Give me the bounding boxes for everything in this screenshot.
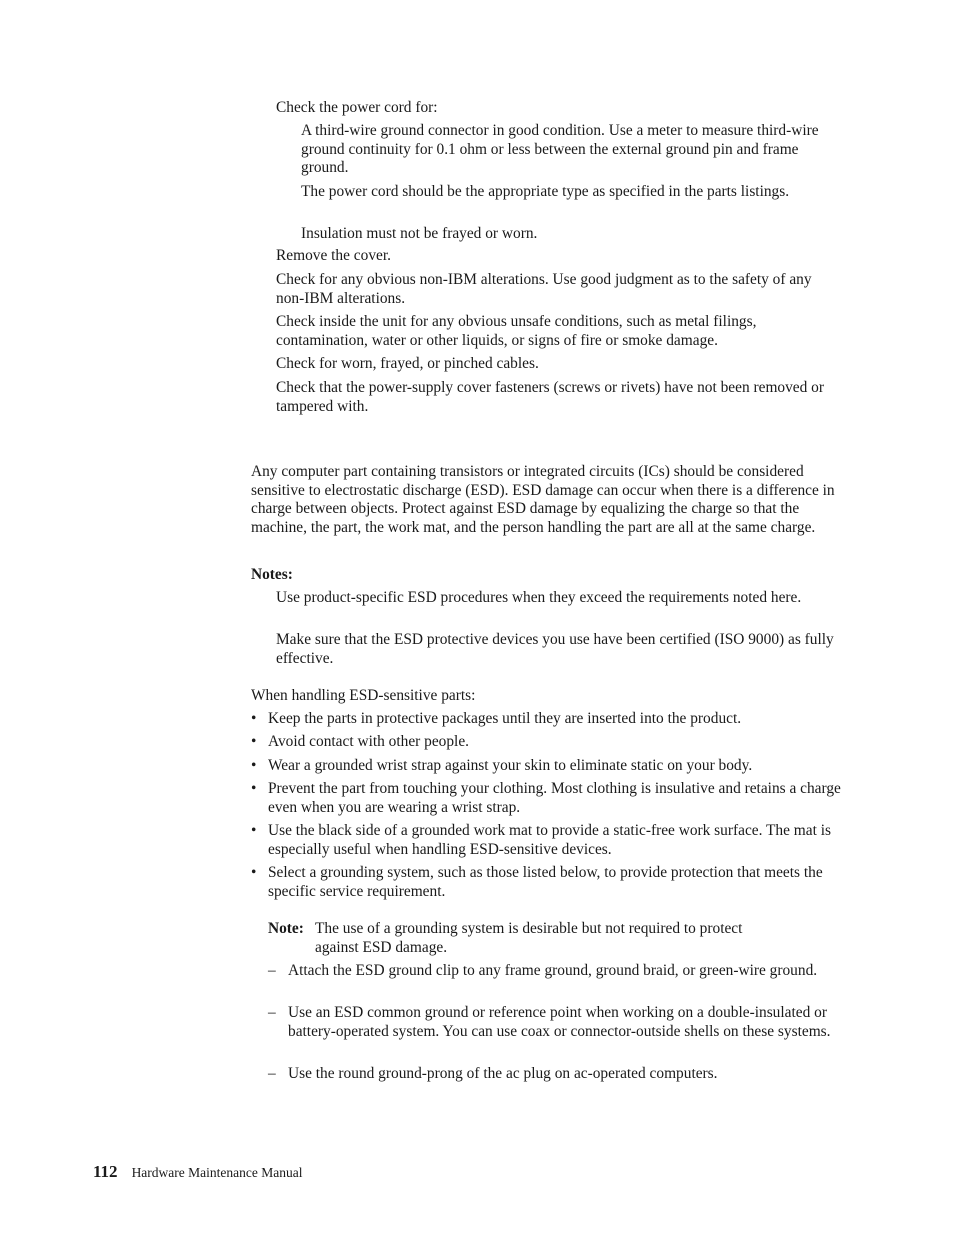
list-item-text: Use the black side of a grounded work mat to provide a static-free work surface. The mat is especially useful when handling ESD-sensitive devices. bbox=[268, 822, 831, 858]
power-cord-item: Insulation must not be frayed or worn. bbox=[301, 225, 538, 242]
check-step: Check for any obvious non-IBM alterations. Use good judgment as to the safety of any non-IBM alterations. bbox=[276, 271, 812, 307]
list-item bbox=[251, 710, 841, 729]
check-step: Check for worn, frayed, or pinched cables. bbox=[276, 355, 539, 372]
dash-mark: – bbox=[268, 1004, 276, 1021]
grounding-option bbox=[268, 1065, 840, 1084]
grounding-option-text: Attach the ESD ground clip to any frame ground, ground braid, or green-wire ground. bbox=[288, 962, 818, 979]
note-label: Note: bbox=[268, 920, 304, 937]
list-item bbox=[251, 864, 841, 901]
bullet-mark: • bbox=[251, 822, 257, 839]
note-text: against ESD damage. bbox=[315, 938, 448, 956]
grounding-option bbox=[268, 962, 840, 981]
dash-mark: – bbox=[268, 962, 276, 979]
dash-mark: – bbox=[268, 1065, 276, 1082]
esd-note: Make sure that the ESD protective devices you use have been certified (ISO 9000) as fully effective. bbox=[276, 631, 834, 667]
grounding-option-text: Use an ESD common ground or reference point when working on a double-insulated or battery-operated system. You can use coax or connector-outside shells on these systems. bbox=[288, 1004, 831, 1040]
check-step: Remove the cover. bbox=[276, 247, 391, 264]
grounding-option bbox=[268, 1004, 840, 1041]
bullet-mark: • bbox=[251, 710, 257, 727]
bullet-mark: • bbox=[251, 733, 257, 750]
list-item-text: Wear a grounded wrist strap against your skin to eliminate static on your body. bbox=[268, 757, 753, 774]
list-item bbox=[251, 822, 841, 859]
list-item-text: Avoid contact with other people. bbox=[268, 733, 470, 750]
power-cord-item: The power cord should be the appropriate type as specified in the parts listings. bbox=[301, 183, 790, 200]
note-text: The use of a grounding system is desirable but not required to protect bbox=[315, 920, 743, 937]
list-item bbox=[251, 733, 841, 752]
page-number: 112 bbox=[93, 1162, 118, 1181]
list-item-text: Prevent the part from touching your clothing. Most clothing is insulative and retains a charge even when you are wearing a wrist strap. bbox=[268, 780, 841, 816]
handling-intro: When handling ESD-sensitive parts: bbox=[251, 687, 476, 704]
manual-title: Hardware Maintenance Manual bbox=[131, 1165, 303, 1180]
bullet-mark: • bbox=[251, 757, 257, 774]
power-cord-intro: Check the power cord for: bbox=[276, 99, 438, 116]
list-item-text: Keep the parts in protective packages until they are inserted into the product. bbox=[268, 710, 742, 727]
list-item bbox=[251, 780, 841, 817]
power-cord-item: A third-wire ground connector in good condition. Use a meter to measure third-wire ground continuity for 0.1 ohm or less between the external ground pin and frame ground. bbox=[301, 122, 819, 177]
grounding-option-text: Use the round ground-prong of the ac plug on ac-operated computers. bbox=[288, 1065, 718, 1082]
list-item bbox=[251, 757, 841, 776]
bullet-mark: • bbox=[251, 780, 257, 797]
page-footer bbox=[93, 1163, 302, 1183]
bullet-mark: • bbox=[251, 864, 257, 881]
esd-intro-paragraph: Any computer part containing transistors or integrated circuits (ICs) should be considered sensitive to electrostatic discharge (ESD). ESD damage can occur when there is a difference in charge between objects. Protect against ESD damage by equalizing the charge so that the machine, the part, the work mat, and the person handling the part are all at the same charge. bbox=[251, 463, 835, 536]
grounding-note bbox=[268, 920, 838, 957]
list-item-text: Select a grounding system, such as those listed below, to provide protection that meets the specific service requirement. bbox=[268, 864, 823, 900]
notes-heading: Notes: bbox=[251, 566, 293, 583]
check-step: Check that the power-supply cover fasteners (screws or rivets) have not been removed or tampered with. bbox=[276, 379, 824, 415]
esd-note: Use product-specific ESD procedures when they exceed the requirements noted here. bbox=[276, 589, 802, 606]
check-step: Check inside the unit for any obvious unsafe conditions, such as metal filings, contamination, water or other liquids, or signs of fire or smoke damage. bbox=[276, 313, 757, 349]
